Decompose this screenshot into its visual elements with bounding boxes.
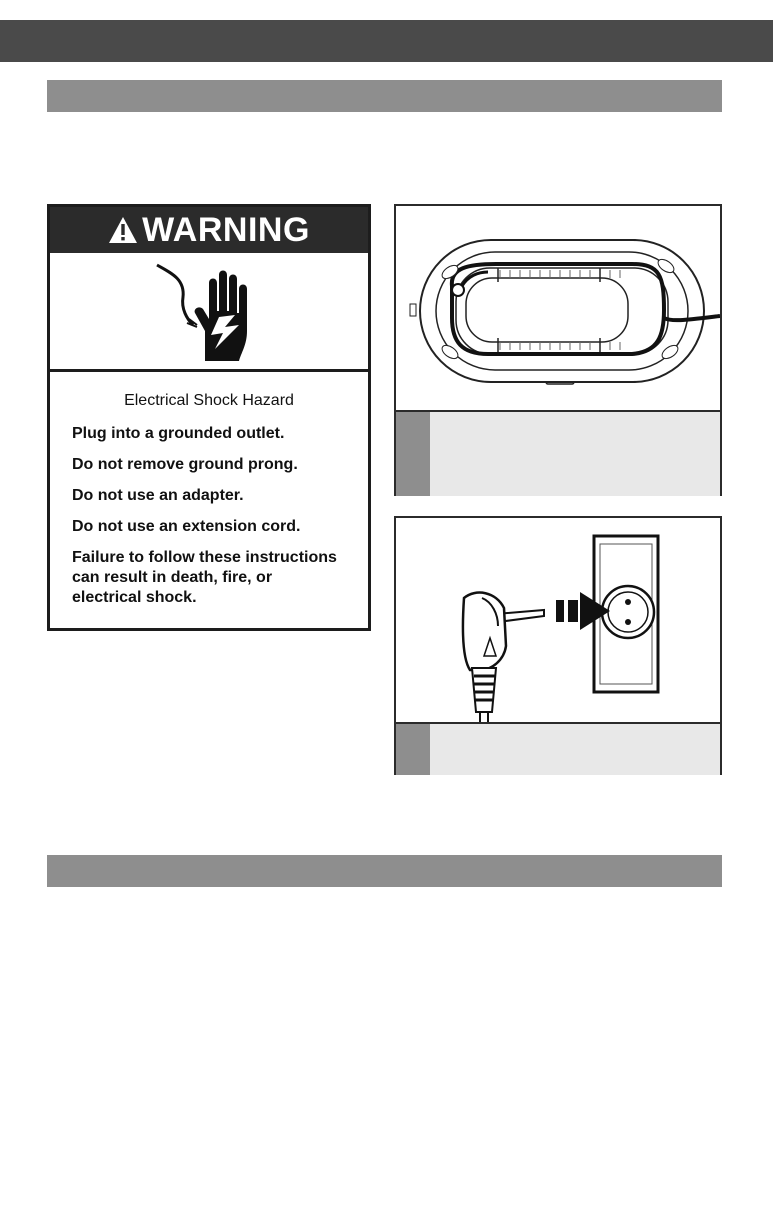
warning-line: Plug into a grounded outlet. [72, 425, 285, 442]
warning-heading-text: WARNING [142, 210, 310, 249]
caption-number [396, 724, 430, 775]
hazard-title: Electrical Shock Hazard [124, 392, 294, 409]
figure-caption [396, 410, 720, 496]
caption-number [396, 412, 430, 496]
page-header-bar [0, 20, 773, 62]
warning-line: Do not remove ground prong. [72, 456, 298, 473]
warning-line: Do not use an adapter. [72, 487, 244, 504]
plug-into-outlet-illustration-icon [396, 518, 720, 722]
warning-line: Failure to follow these instructions can result in death, fire, or electrical shock. [72, 549, 337, 606]
warning-line: Do not use an extension cord. [72, 518, 301, 535]
electric-shock-hand-icon [149, 257, 269, 365]
warning-label [47, 204, 371, 631]
section-bar-bottom [47, 855, 722, 887]
toaster-cord-wrap-illustration-icon [396, 206, 720, 410]
warning-body [50, 372, 368, 608]
figure-cord-wrap [394, 204, 722, 496]
figure-caption [396, 722, 720, 775]
section-bar-top [47, 80, 722, 112]
figure-plug-in [394, 516, 722, 775]
shock-symbol-area [50, 253, 368, 372]
warning-heading [50, 207, 368, 253]
warning-triangle-icon [108, 216, 138, 244]
